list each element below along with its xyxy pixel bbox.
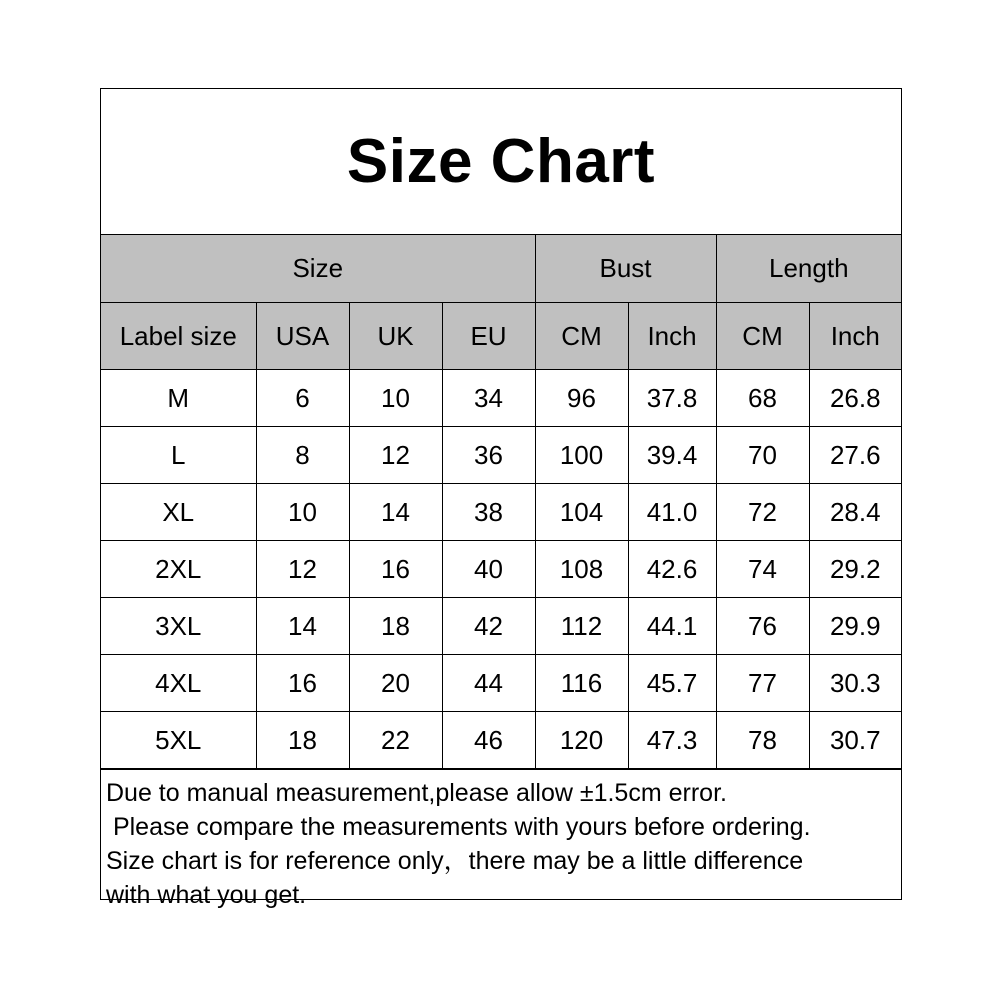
cell-bust-cm: 112 <box>535 598 628 655</box>
table-row <box>101 484 901 541</box>
cell-eu: 38 <box>442 484 535 541</box>
cell-eu: 42 <box>442 598 535 655</box>
header-eu: EU <box>442 303 535 370</box>
header-label-size: Label size <box>101 303 256 370</box>
cell-bust-inch: 45.7 <box>628 655 716 712</box>
cell-bust-cm: 104 <box>535 484 628 541</box>
cell-length-inch: 27.6 <box>809 427 901 484</box>
cell-uk: 20 <box>349 655 442 712</box>
cell-length-inch: 29.2 <box>809 541 901 598</box>
cell-eu: 44 <box>442 655 535 712</box>
cell-label-size: L <box>101 427 256 484</box>
cell-label-size: 5XL <box>101 712 256 769</box>
size-chart <box>100 88 902 909</box>
cell-length-inch: 26.8 <box>809 370 901 427</box>
table-row <box>101 541 901 598</box>
cell-eu: 34 <box>442 370 535 427</box>
cell-bust-inch: 37.8 <box>628 370 716 427</box>
cell-usa: 16 <box>256 655 349 712</box>
cell-eu: 46 <box>442 712 535 769</box>
cell-uk: 22 <box>349 712 442 769</box>
header-length-inch: Inch <box>809 303 901 370</box>
cell-bust-cm: 100 <box>535 427 628 484</box>
cell-length-cm: 77 <box>716 655 809 712</box>
header-bust-inch: Inch <box>628 303 716 370</box>
cell-label-size: 2XL <box>101 541 256 598</box>
note-line: Size chart is for reference only，there may be a little difference <box>106 847 804 875</box>
group-header-length: Length <box>716 235 901 303</box>
cell-length-cm: 72 <box>716 484 809 541</box>
cell-bust-inch: 39.4 <box>628 427 716 484</box>
cell-usa: 8 <box>256 427 349 484</box>
cell-bust-inch: 44.1 <box>628 598 716 655</box>
cell-uk: 10 <box>349 370 442 427</box>
cell-length-inch: 29.9 <box>809 598 901 655</box>
cell-uk: 18 <box>349 598 442 655</box>
cell-label-size: M <box>101 370 256 427</box>
table-row <box>101 598 901 655</box>
group-header-row <box>101 235 901 303</box>
cell-bust-cm: 96 <box>535 370 628 427</box>
cell-bust-inch: 47.3 <box>628 712 716 769</box>
table-row <box>101 370 901 427</box>
note-line: Due to manual measurement,please allow ±1.5cm error. <box>106 779 727 807</box>
cell-length-inch: 28.4 <box>809 484 901 541</box>
header-uk: UK <box>349 303 442 370</box>
cell-bust-cm: 120 <box>535 712 628 769</box>
table-row <box>101 712 901 769</box>
cell-uk: 12 <box>349 427 442 484</box>
cell-length-cm: 68 <box>716 370 809 427</box>
cell-bust-cm: 108 <box>535 541 628 598</box>
group-header-bust: Bust <box>535 235 716 303</box>
header-usa: USA <box>256 303 349 370</box>
cell-usa: 6 <box>256 370 349 427</box>
cell-length-cm: 78 <box>716 712 809 769</box>
table-row <box>101 655 901 712</box>
cell-bust-cm: 116 <box>535 655 628 712</box>
cell-label-size: XL <box>101 484 256 541</box>
cell-usa: 14 <box>256 598 349 655</box>
cell-length-cm: 70 <box>716 427 809 484</box>
sub-header-row <box>101 303 901 370</box>
title-row <box>101 89 901 235</box>
cell-label-size: 4XL <box>101 655 256 712</box>
cell-length-cm: 76 <box>716 598 809 655</box>
cell-eu: 40 <box>442 541 535 598</box>
group-header-size: Size <box>101 235 535 303</box>
size-table <box>101 235 901 769</box>
cell-bust-inch: 42.6 <box>628 541 716 598</box>
cell-length-inch: 30.7 <box>809 712 901 769</box>
cell-usa: 12 <box>256 541 349 598</box>
note-line: Please compare the measurements with yours before ordering. <box>106 813 811 841</box>
cell-eu: 36 <box>442 427 535 484</box>
cell-bust-inch: 41.0 <box>628 484 716 541</box>
cell-label-size: 3XL <box>101 598 256 655</box>
header-bust-cm: CM <box>535 303 628 370</box>
cell-length-cm: 74 <box>716 541 809 598</box>
note-line: with what you get. <box>106 881 307 909</box>
table-row <box>101 427 901 484</box>
cell-uk: 16 <box>349 541 442 598</box>
measurement-note <box>101 769 901 909</box>
chart-title: Size Chart <box>346 127 656 196</box>
cell-length-inch: 30.3 <box>809 655 901 712</box>
header-length-cm: CM <box>716 303 809 370</box>
cell-uk: 14 <box>349 484 442 541</box>
cell-usa: 10 <box>256 484 349 541</box>
cell-usa: 18 <box>256 712 349 769</box>
